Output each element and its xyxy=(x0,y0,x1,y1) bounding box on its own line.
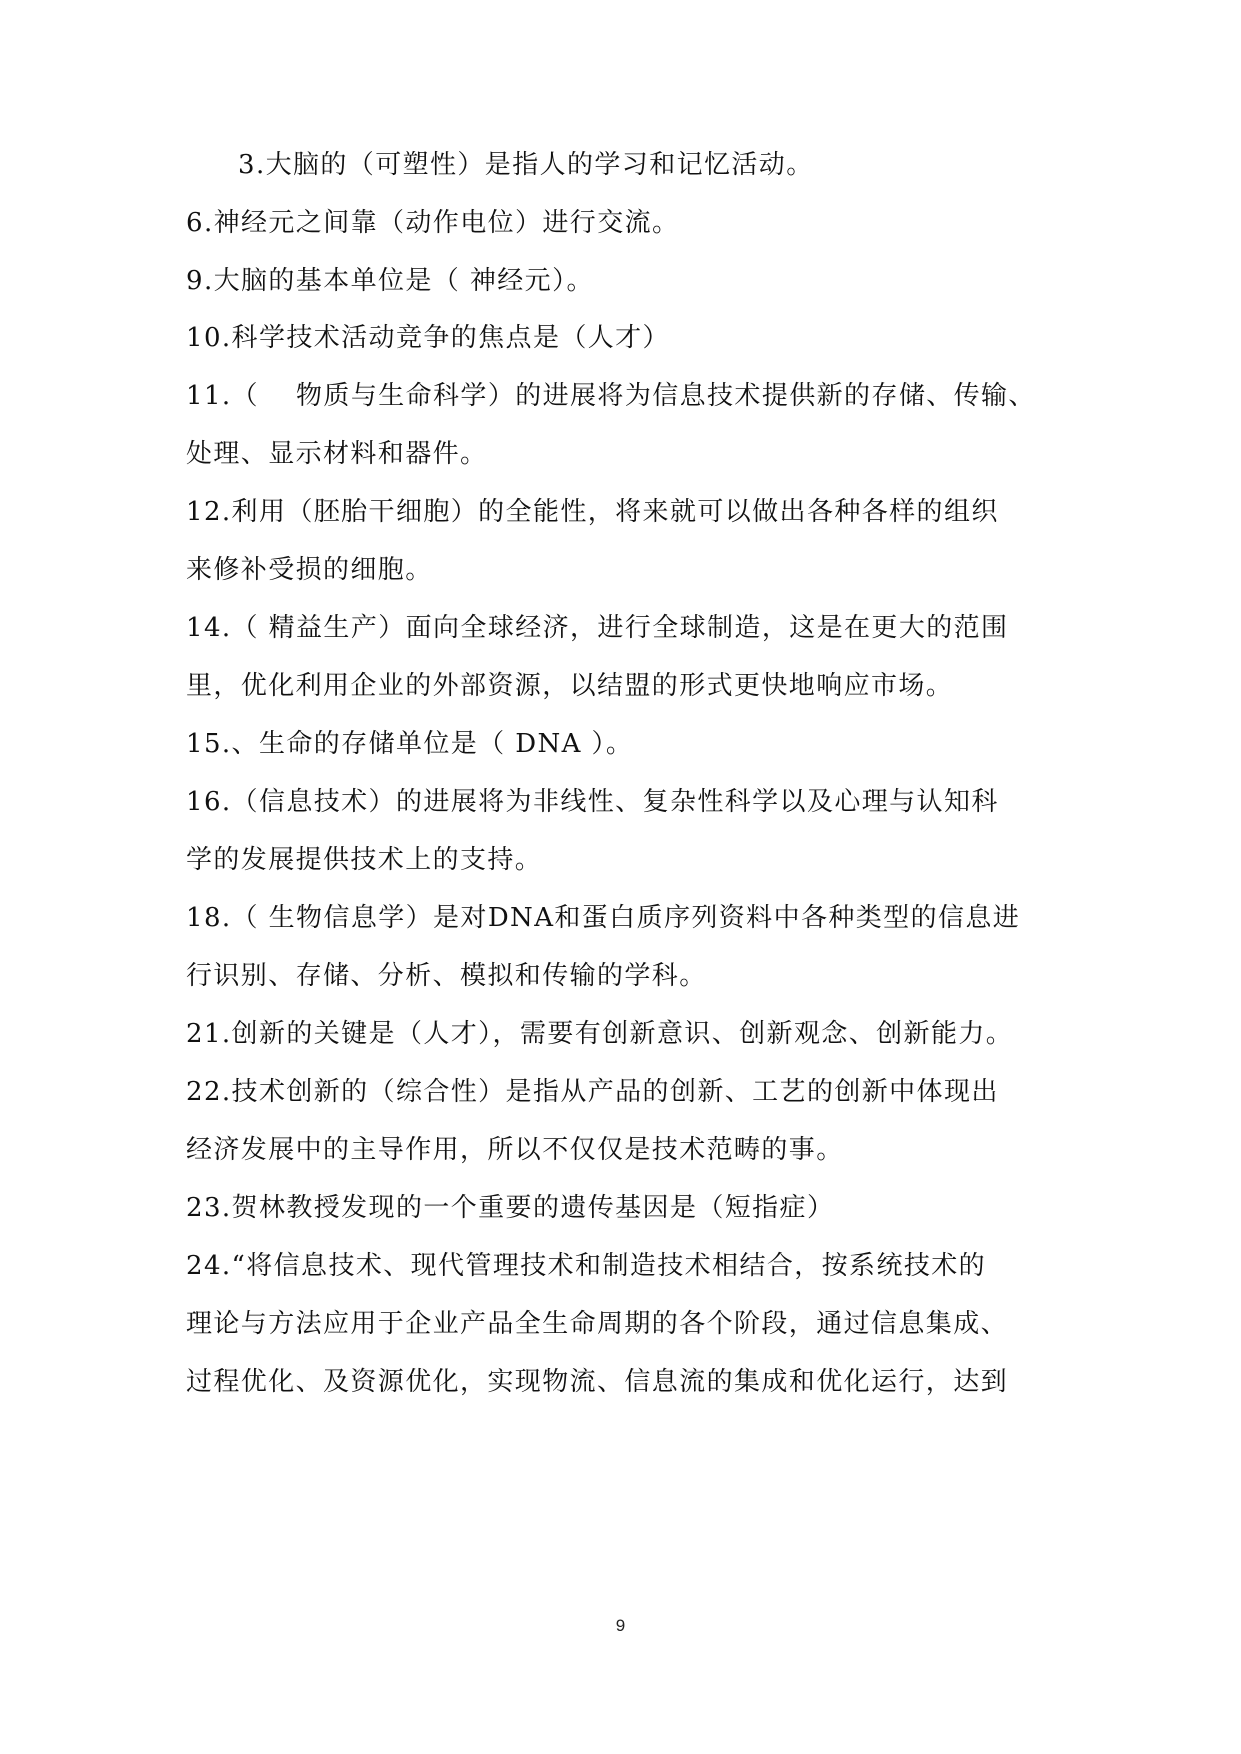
text-line-q9: 9.大脑的基本单位是（ 神经元）。 xyxy=(186,266,594,296)
text-line-q3: 3.大脑的（可塑性）是指人的学习和记忆活动。 xyxy=(238,150,814,180)
text-line-q12: 12.利用（胚胎干细胞）的全能性，将来就可以做出各种各样的组织 xyxy=(186,497,999,527)
page-number: 9 xyxy=(615,1616,626,1635)
text-line-q11-cont: 处理、显示材料和器件。 xyxy=(186,439,488,469)
text-line-q18: 18.（ 生物信息学）是对DNA和蛋白质序列资料中各种类型的信息进 xyxy=(186,903,1021,933)
text-line-q21: 21.创新的关键是（人才），需要有创新意识、创新观念、创新能力。 xyxy=(186,1019,1014,1049)
text-line-q18-cont: 行识别、存储、分析、模拟和传输的学科。 xyxy=(186,961,707,991)
text-line-q22-cont: 经济发展中的主导作用，所以不仅仅是技术范畴的事。 xyxy=(186,1135,844,1165)
text-line-q24-cont-1: 理论与方法应用于企业产品全生命周期的各个阶段，通过信息集成、 xyxy=(186,1309,1009,1339)
text-line-q24-cont-2: 过程优化、及资源优化，实现物流、信息流的集成和优化运行，达到 xyxy=(186,1367,1009,1397)
text-line-q11: 11.（ 物质与生命科学）的进展将为信息技术提供新的存储、传输、 xyxy=(186,381,1036,411)
text-line-q6: 6.神经元之间靠（动作电位）进行交流。 xyxy=(186,208,680,238)
text-line-q22: 22.技术创新的（综合性）是指从产品的创新、工艺的创新中体现出 xyxy=(186,1077,999,1107)
text-line-q15: 15.、生命的存储单位是（ DNA ）。 xyxy=(186,729,634,759)
text-line-q16-cont: 学的发展提供技术上的支持。 xyxy=(186,845,543,875)
text-line-q23: 23.贺林教授发现的一个重要的遗传基因是（短指症） xyxy=(186,1193,835,1223)
text-line-q10: 10.科学技术活动竞争的焦点是（人才） xyxy=(186,323,670,353)
text-line-q24: 24.“将信息技术、现代管理技术和制造技术相结合，按系统技术的 xyxy=(186,1251,987,1281)
text-line-q14-cont: 里，优化利用企业的外部资源，以结盟的形式更快地响应市场。 xyxy=(186,671,954,701)
text-line-q12-cont: 来修补受损的细胞。 xyxy=(186,555,433,585)
text-line-q16: 16.（信息技术）的进展将为非线性、复杂性科学以及心理与认知科 xyxy=(186,787,999,817)
text-line-q14: 14.（ 精益生产）面向全球经济，进行全球制造，这是在更大的范围 xyxy=(186,613,1009,643)
